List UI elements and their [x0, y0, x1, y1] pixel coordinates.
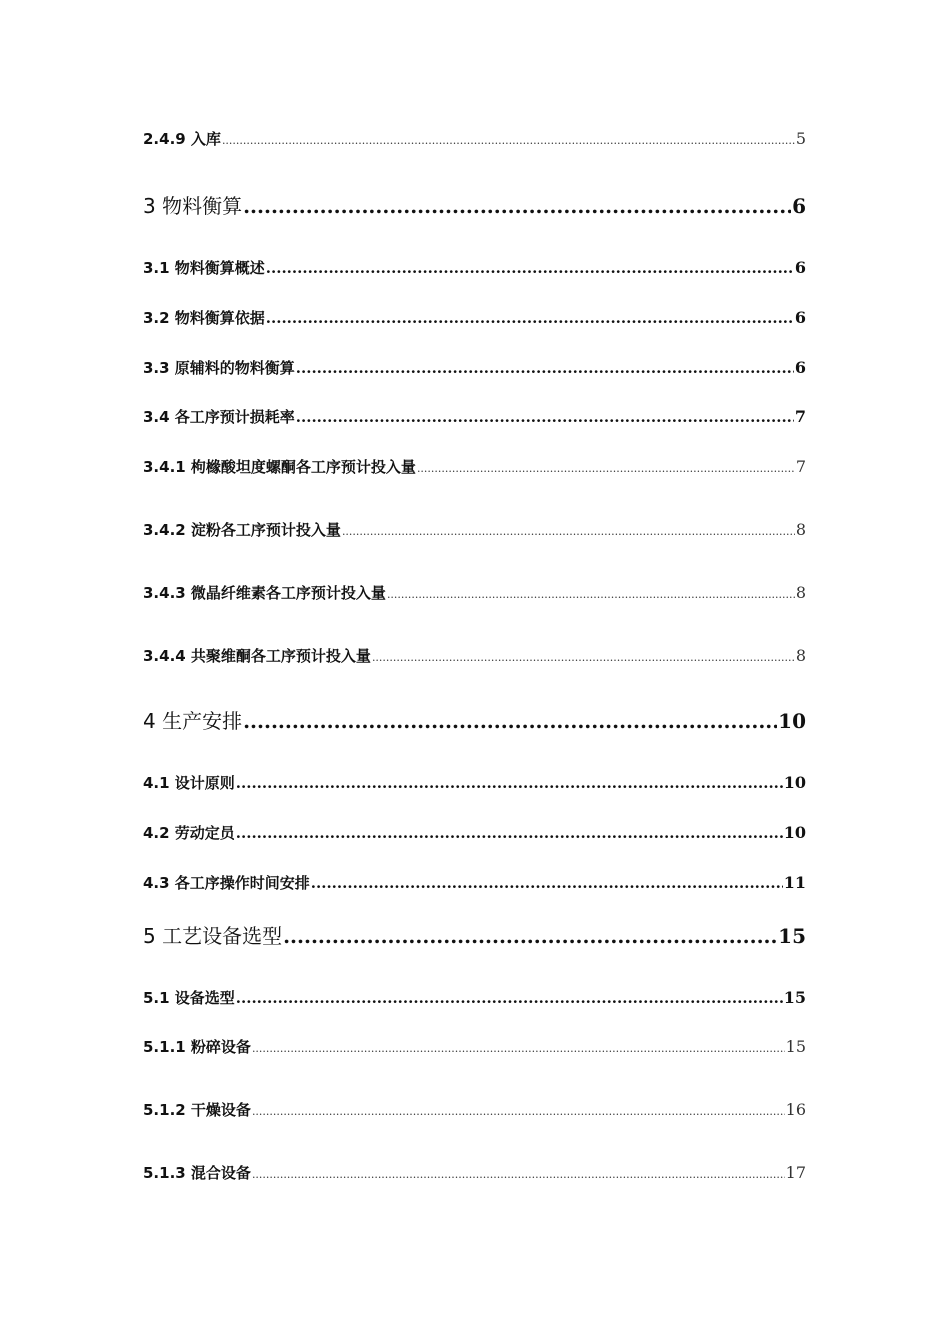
dot-leader: [311, 874, 783, 892]
toc-entry-title: 4 生产安排: [143, 709, 243, 733]
toc-page-number: 6: [792, 194, 806, 218]
toc-entry-3-4-1[interactable]: [143, 456, 806, 477]
toc-entry-title: 5.1 设备选型: [143, 989, 235, 1007]
dot-leader: [243, 194, 791, 218]
toc-entry-chapter-3[interactable]: [143, 190, 806, 219]
toc-page-number: 10: [783, 773, 806, 792]
toc-entry-title: 4.3 各工序操作时间安排: [143, 874, 310, 892]
toc-entry-3-4-2[interactable]: [143, 519, 806, 540]
toc-entry-chapter-4[interactable]: [143, 705, 806, 734]
toc-entry-title: 3.4 各工序预计损耗率: [143, 408, 295, 426]
dot-leader: [266, 309, 794, 327]
toc-page-number: 17: [785, 1163, 806, 1182]
toc-entry-3-2[interactable]: [143, 307, 806, 328]
dot-leader: [417, 462, 795, 475]
toc-entry-title: 3.4.4 共聚维酮各工序预计投入量: [143, 647, 371, 665]
toc-entry-3-3[interactable]: [143, 357, 806, 378]
toc-page-number: 6: [794, 358, 806, 377]
toc-page-number: 6: [794, 308, 806, 327]
toc-page-number: 5: [795, 129, 806, 148]
dot-leader: [387, 588, 795, 601]
toc-page-number: 15: [785, 1037, 806, 1056]
toc-entry-title: 3.3 原辅料的物料衡算: [143, 359, 295, 377]
toc-page-number: 10: [778, 709, 806, 733]
toc-page-number: 7: [795, 457, 806, 476]
dot-leader: [372, 651, 795, 664]
dot-leader: [243, 709, 777, 733]
toc-entry-title: 5.1.3 混合设备: [143, 1164, 251, 1182]
toc-entry-title: 4.2 劳动定员: [143, 824, 235, 842]
toc-entry-4-3[interactable]: [143, 872, 806, 893]
toc-entry-title: 5.1.1 粉碎设备: [143, 1038, 251, 1056]
dot-leader: [222, 134, 795, 147]
toc-entry-4-2[interactable]: [143, 822, 806, 843]
toc-entry-3-1[interactable]: [143, 257, 806, 278]
toc-entry-2-4-9[interactable]: [143, 128, 806, 149]
toc-entry-4-1[interactable]: [143, 772, 806, 793]
dot-leader: [342, 525, 795, 538]
toc-entry-title: 2.4.9 入库: [143, 130, 221, 148]
toc-entry-5-1[interactable]: [143, 987, 806, 1008]
toc-page-number: 11: [783, 873, 806, 892]
dot-leader: [296, 408, 794, 426]
toc-entry-5-1-1[interactable]: [143, 1036, 806, 1057]
toc-page-number: 7: [794, 407, 806, 426]
toc-page-number: 8: [795, 646, 806, 665]
toc-page-number: 16: [785, 1100, 806, 1119]
toc-entry-3-4[interactable]: [143, 406, 806, 427]
toc-entry-5-1-3[interactable]: [143, 1162, 806, 1183]
toc-entry-3-4-3[interactable]: [143, 582, 806, 603]
toc-page-number: 8: [795, 583, 806, 602]
toc-page-number: 15: [778, 924, 806, 948]
dot-leader: [236, 824, 783, 842]
toc-entry-title: 5.1.2 干燥设备: [143, 1101, 251, 1119]
dot-leader: [296, 359, 794, 377]
toc-page-number: 15: [783, 988, 806, 1007]
dot-leader: [252, 1042, 785, 1055]
toc-entry-title: 3.2 物料衡算依据: [143, 309, 265, 327]
dot-leader: [283, 924, 777, 948]
toc-entry-5-1-2[interactable]: [143, 1099, 806, 1120]
toc-page-number: 10: [783, 823, 806, 842]
toc-entry-chapter-5[interactable]: [143, 920, 806, 949]
toc-page-number: 6: [794, 258, 806, 277]
toc-entry-title: 4.1 设计原则: [143, 774, 235, 792]
dot-leader: [236, 774, 783, 792]
toc-entry-title: 3 物料衡算: [143, 194, 243, 218]
toc-entry-title: 3.4.1 枸橼酸坦度螺酮各工序预计投入量: [143, 458, 416, 476]
toc-entry-title: 5 工艺设备选型: [143, 924, 283, 948]
dot-leader: [252, 1105, 785, 1118]
toc-entry-title: 3.1 物料衡算概述: [143, 259, 265, 277]
dot-leader: [266, 259, 794, 277]
toc-page-number: 8: [795, 520, 806, 539]
toc-entry-title: 3.4.2 淀粉各工序预计投入量: [143, 521, 341, 539]
toc-entry-3-4-4[interactable]: [143, 645, 806, 666]
toc-entry-title: 3.4.3 微晶纤维素各工序预计投入量: [143, 584, 386, 602]
dot-leader: [252, 1168, 785, 1181]
dot-leader: [236, 989, 783, 1007]
